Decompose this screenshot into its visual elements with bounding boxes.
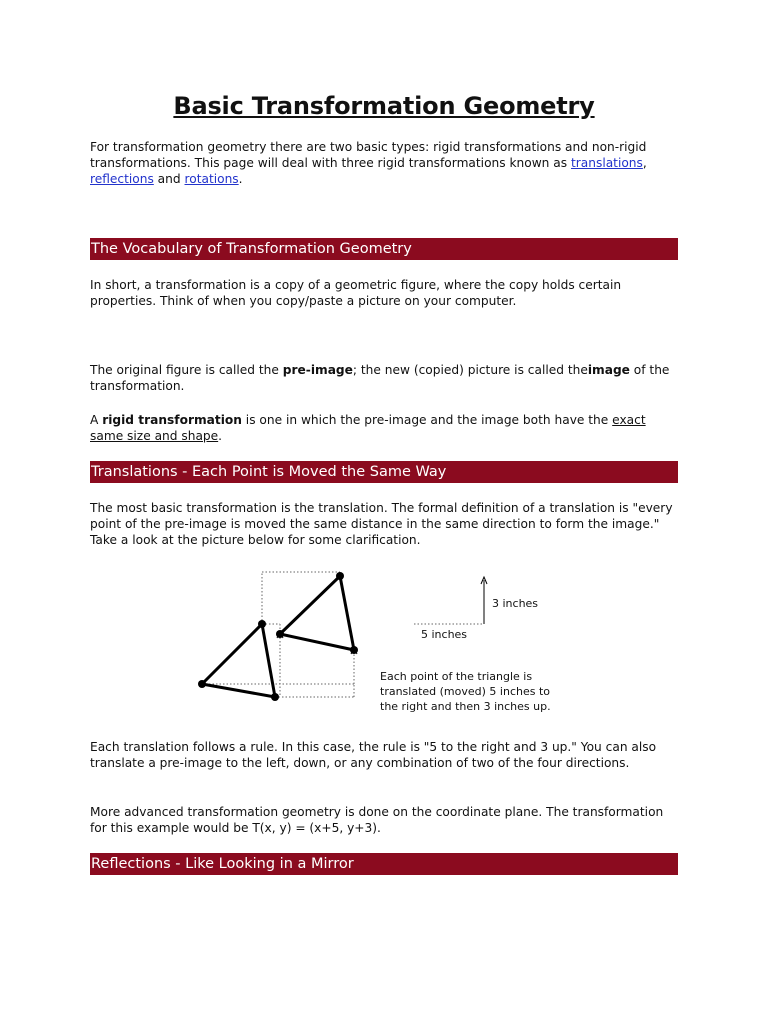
intro-and: and xyxy=(153,172,185,186)
section-header-reflections: Reflections - Like Looking in a Mirror xyxy=(90,853,678,875)
underlined-phrase: exact same size and shape xyxy=(90,413,646,443)
link-rotations[interactable]: rotations xyxy=(184,172,239,186)
translations-paragraph-1: The most basic transformation is the translation. The formal definition of a translation is "every point of the pre-image is moved the same distance in the same direction to form the image." Take a look at the picture below for some clarification. xyxy=(90,501,673,547)
vocabulary-paragraph-2 xyxy=(90,362,678,394)
intro-comma: , xyxy=(642,156,647,170)
image-triangle xyxy=(280,576,354,650)
label-3-inches: 3 inches xyxy=(492,597,539,610)
text: The original figure is called the xyxy=(90,363,283,377)
vocabulary-paragraph-1: In short, a transformation is a copy of a geometric figure, where the copy holds certain properties. Think of when you copy/paste a picture on your computer. xyxy=(90,278,622,308)
link-reflections[interactable]: reflections xyxy=(90,172,154,186)
text: ; the new (copied) picture is called the xyxy=(352,363,588,377)
intro-text: For transformation geometry there are two basic types: rigid transformations and non-rigid transformations. This page will deal with three rigid transformations known as xyxy=(90,140,647,170)
text: . xyxy=(218,429,223,443)
vertex xyxy=(198,680,206,688)
translations-paragraph-2: Each translation follows a rule. In this case, the rule is "5 to the right and 3 up." You can also translate a pre-image to the left, down, or any combination of two of the four directions. xyxy=(90,740,657,770)
intro-paragraph xyxy=(90,139,678,187)
translation-figure xyxy=(190,564,580,714)
term-rigid-transformation: rigid transformation xyxy=(102,413,242,427)
label-5-inches: 5 inches xyxy=(421,628,468,641)
vertex xyxy=(271,693,279,701)
text: is one in which the pre-image and the image both have the xyxy=(241,413,613,427)
text: of the transformation. xyxy=(90,363,670,393)
caption-line: translated (moved) 5 inches to xyxy=(380,685,551,698)
text: A xyxy=(90,413,103,427)
vocabulary-paragraph-3 xyxy=(90,412,678,444)
pre-image-triangle xyxy=(202,624,275,697)
vertex xyxy=(336,572,344,580)
term-pre-image: pre-image xyxy=(282,363,353,377)
figure-caption xyxy=(380,669,580,714)
link-translations[interactable]: translations xyxy=(570,156,643,170)
vertex xyxy=(258,620,266,628)
caption-line: Each point of the triangle is xyxy=(380,670,533,683)
intro-period: . xyxy=(238,172,243,186)
term-image: image xyxy=(587,363,630,377)
caption-line: the right and then 3 inches up. xyxy=(380,700,551,713)
page-title: Basic Transformation Geometry xyxy=(173,92,595,120)
translations-paragraph-3: More advanced transformation geometry is done on the coordinate plane. The transformation for this example would be T(x, y) = (x+5, y+3). xyxy=(90,805,664,835)
section-header-vocabulary: The Vocabulary of Transformation Geometry xyxy=(90,238,678,260)
section-header-translations: Translations - Each Point is Moved the Same Way xyxy=(90,461,678,483)
